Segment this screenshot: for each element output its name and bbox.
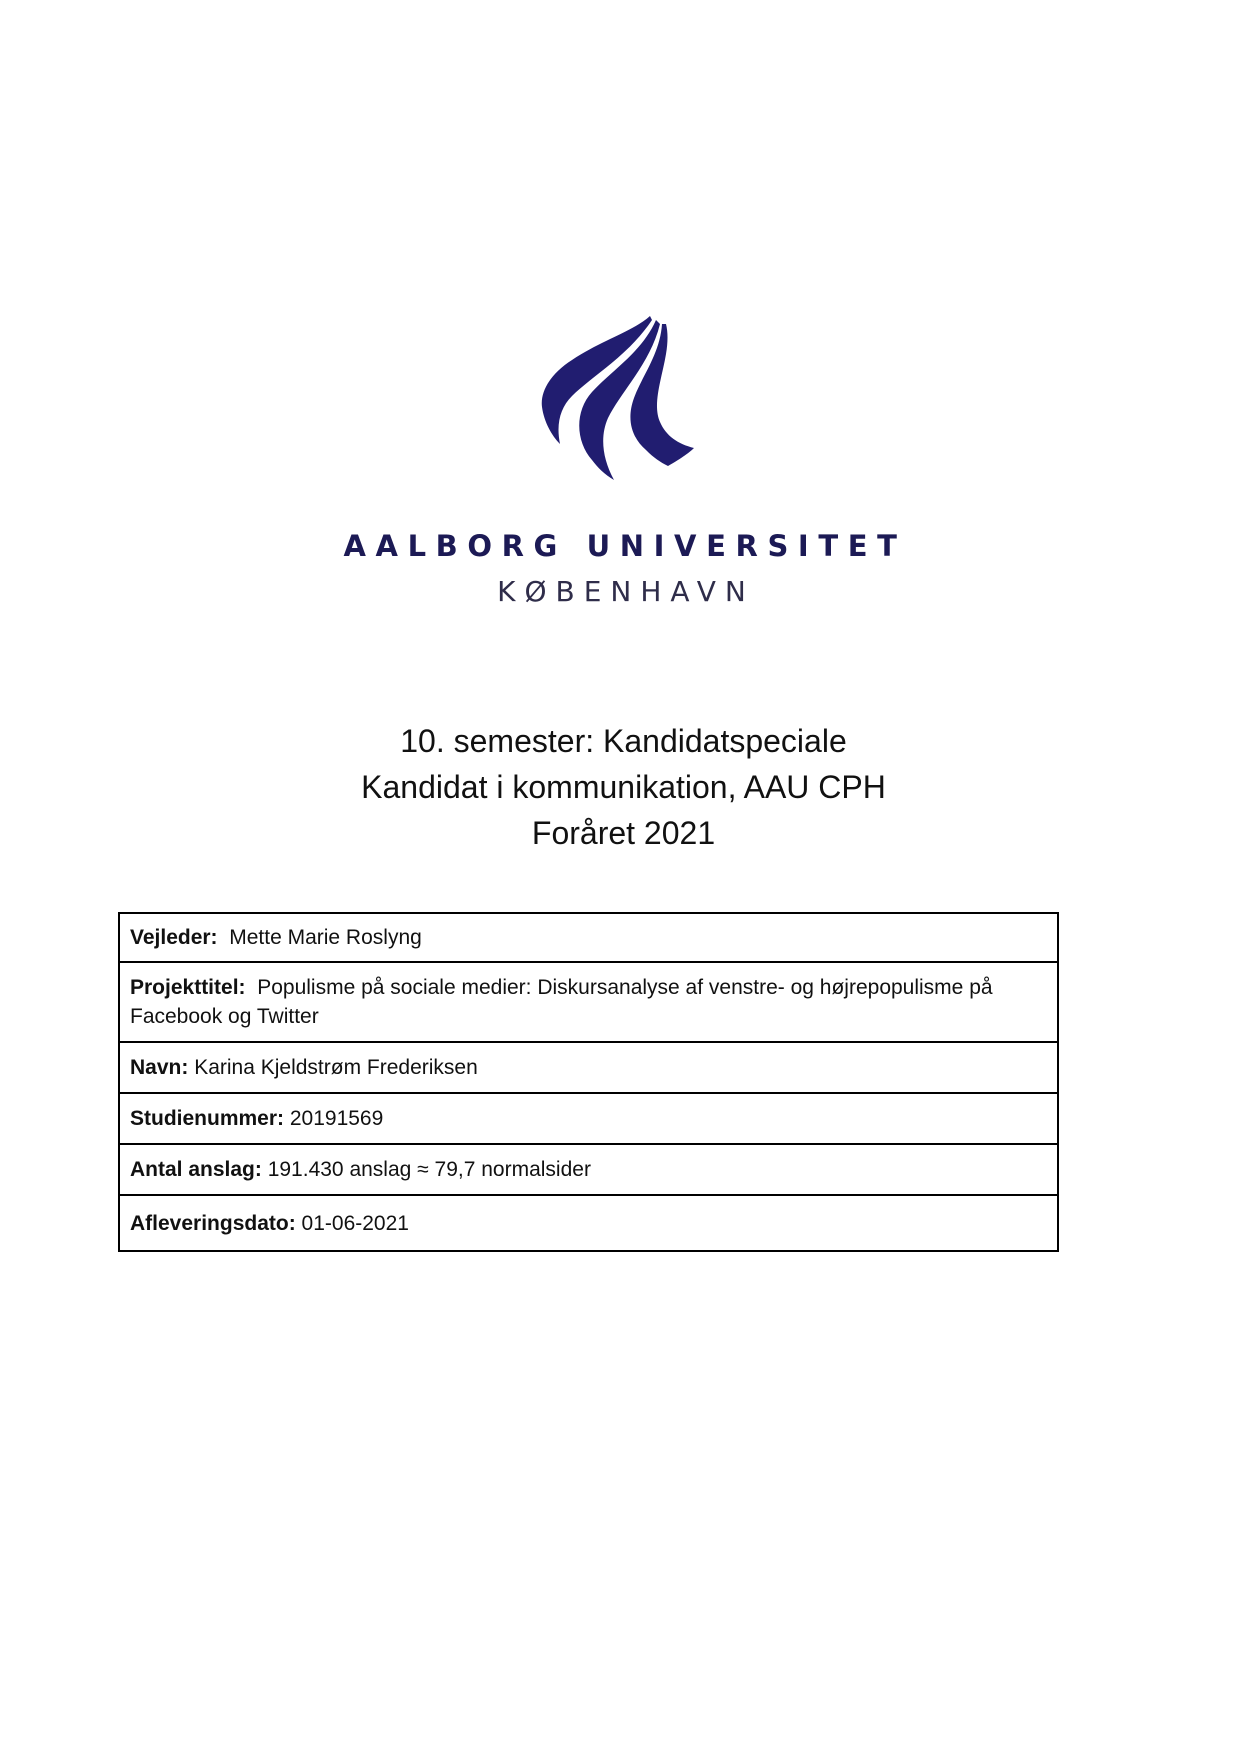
row-character-count <box>119 1144 1058 1195</box>
supervisor-label: Vejleder: <box>130 926 218 949</box>
submission-date-value: 01-06-2021 <box>301 1211 409 1235</box>
separator <box>218 926 230 949</box>
row-student-number <box>119 1093 1058 1144</box>
project-title-value: Populisme på sociale medier: Diskursanalyse af venstre- og højrepopulisme på Facebook og Twitter <box>130 976 993 1028</box>
name-label: Navn: <box>130 1056 189 1079</box>
heading-semester: 10. semester: Kandidatspeciale <box>400 723 847 759</box>
table-cell <box>119 1195 1058 1251</box>
table-cell <box>119 1042 1058 1093</box>
character-count-label: Antal anslag: <box>130 1158 262 1181</box>
university-name: AALBORG UNIVERSITET <box>343 529 907 563</box>
row-name <box>119 1042 1058 1093</box>
separator <box>246 976 258 999</box>
student-number-value: 20191569 <box>289 1107 384 1130</box>
table-cell <box>119 1144 1058 1195</box>
heading-term: Foråret 2021 <box>531 815 716 851</box>
table-cell <box>119 913 1058 962</box>
character-count-value: 191.430 anslag ≈ 79,7 normalsider <box>267 1158 591 1181</box>
row-supervisor <box>119 913 1058 962</box>
thesis-heading <box>0 718 1241 856</box>
thesis-info-table <box>118 912 1059 1252</box>
student-number-label: Studienummer: <box>130 1107 285 1130</box>
supervisor-value: Mette Marie Roslyng <box>229 926 422 949</box>
heading-programme: Kandidat i kommunikation, AAU CPH <box>361 769 886 805</box>
row-project-title <box>119 962 1058 1042</box>
campus-name: KØBENHAVN <box>497 575 755 608</box>
table-cell <box>119 962 1058 1042</box>
project-title-label: Projekttitel: <box>130 976 246 999</box>
submission-date-label: Afleveringsdato: <box>130 1211 296 1235</box>
name-value: Karina Kjeldstrøm Frederiksen <box>194 1056 478 1079</box>
aau-wave-logo-icon <box>532 312 698 482</box>
table-cell <box>119 1093 1058 1144</box>
row-submission-date <box>119 1195 1058 1251</box>
